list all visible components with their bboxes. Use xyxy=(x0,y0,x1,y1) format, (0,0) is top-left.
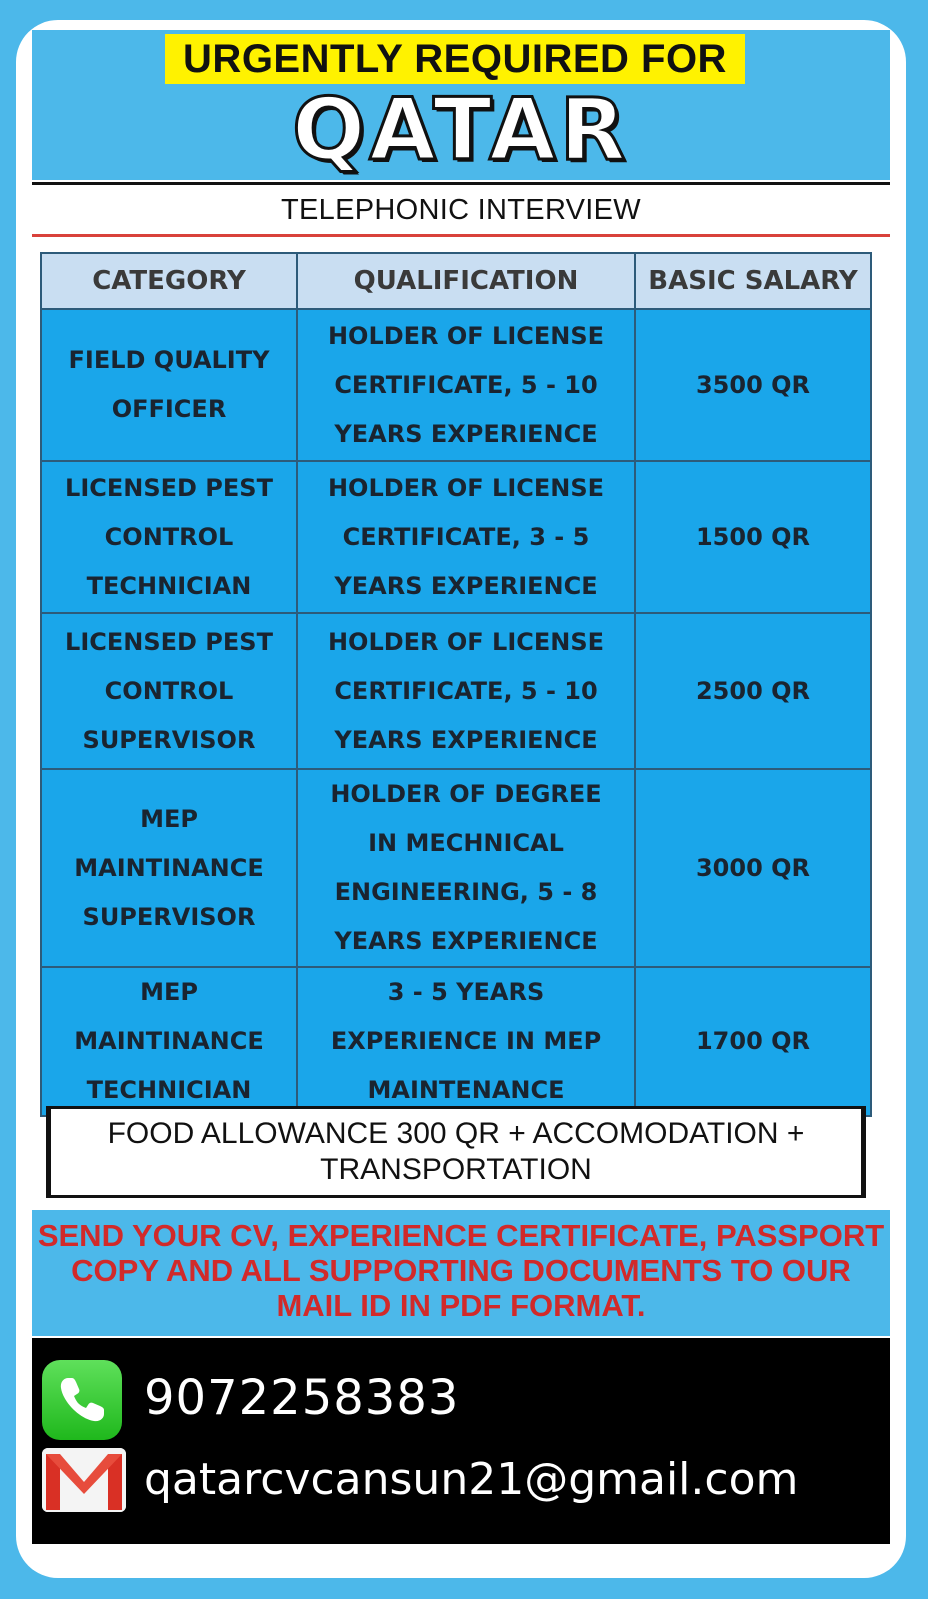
header-band xyxy=(32,30,890,180)
cell-qualification: HOLDER OF DEGREE IN MECHNICAL ENGINEERING, 5 - 8 YEARS EXPERIENCE xyxy=(297,769,635,967)
interview-type: TELEPHONIC INTERVIEW xyxy=(281,194,641,226)
benefits-text: FOOD ALLOWANCE 300 QR + ACCOMODATION + TRANSPORTATION xyxy=(107,1117,805,1186)
benefits-box xyxy=(46,1106,866,1198)
divider-red xyxy=(32,234,890,237)
cell-category: FIELD QUALITY OFFICER xyxy=(41,309,297,461)
email-address[interactable]: qatarcvcansun21@gmail.com xyxy=(144,1454,799,1505)
cell-category: MEP MAINTINANCE SUPERVISOR xyxy=(41,769,297,967)
jobs-table-wrap xyxy=(40,252,870,1104)
phone-icon xyxy=(42,1360,122,1440)
column-header-category: CATEGORY xyxy=(41,253,297,309)
cell-qualification: HOLDER OF LICENSE CERTIFICATE, 3 - 5 YEARS EXPERIENCE xyxy=(297,461,635,613)
cell-qualification: 3 - 5 YEARS EXPERIENCE IN MEP MAINTENANCE xyxy=(297,967,635,1116)
cell-salary: 2500 QR xyxy=(635,613,871,769)
table-row xyxy=(41,613,871,769)
jobs-table xyxy=(40,252,872,1117)
poster-inner xyxy=(32,30,890,1570)
cell-salary: 3500 QR xyxy=(635,309,871,461)
country-title: QATAR xyxy=(292,80,630,180)
cell-category: LICENSED PEST CONTROL SUPERVISOR xyxy=(41,613,297,769)
divider-black xyxy=(32,182,890,185)
table-row xyxy=(41,309,871,461)
instructions-band xyxy=(32,1210,890,1336)
cell-category: LICENSED PEST CONTROL TECHNICIAN xyxy=(41,461,297,613)
table-header-row xyxy=(41,253,871,309)
cell-salary: 3000 QR xyxy=(635,769,871,967)
poster-card xyxy=(16,20,906,1578)
table-row xyxy=(41,461,871,613)
cell-qualification: HOLDER OF LICENSE CERTIFICATE, 5 - 10 YEARS EXPERIENCE xyxy=(297,309,635,461)
table-row xyxy=(41,769,871,967)
cell-category: MEP MAINTINANCE TECHNICIAN xyxy=(41,967,297,1116)
gmail-icon xyxy=(42,1448,126,1512)
table-row xyxy=(41,967,871,1116)
cell-qualification: HOLDER OF LICENSE CERTIFICATE, 5 - 10 YEARS EXPERIENCE xyxy=(297,613,635,769)
phone-number[interactable]: 9072258383 xyxy=(144,1370,460,1426)
contact-band xyxy=(32,1338,890,1544)
column-header-qualification: QUALIFICATION xyxy=(297,253,635,309)
instructions-text: SEND YOUR CV, EXPERIENCE CERTIFICATE, PASSPORT COPY AND ALL SUPPORTING DOCUMENTS TO OUR MAIL ID IN PDF FORMAT. xyxy=(37,1218,885,1323)
cell-salary: 1700 QR xyxy=(635,967,871,1116)
urgent-label: URGENTLY REQUIRED FOR xyxy=(165,34,745,84)
cell-salary: 1500 QR xyxy=(635,461,871,613)
column-header-salary: BASIC SALARY xyxy=(635,253,871,309)
